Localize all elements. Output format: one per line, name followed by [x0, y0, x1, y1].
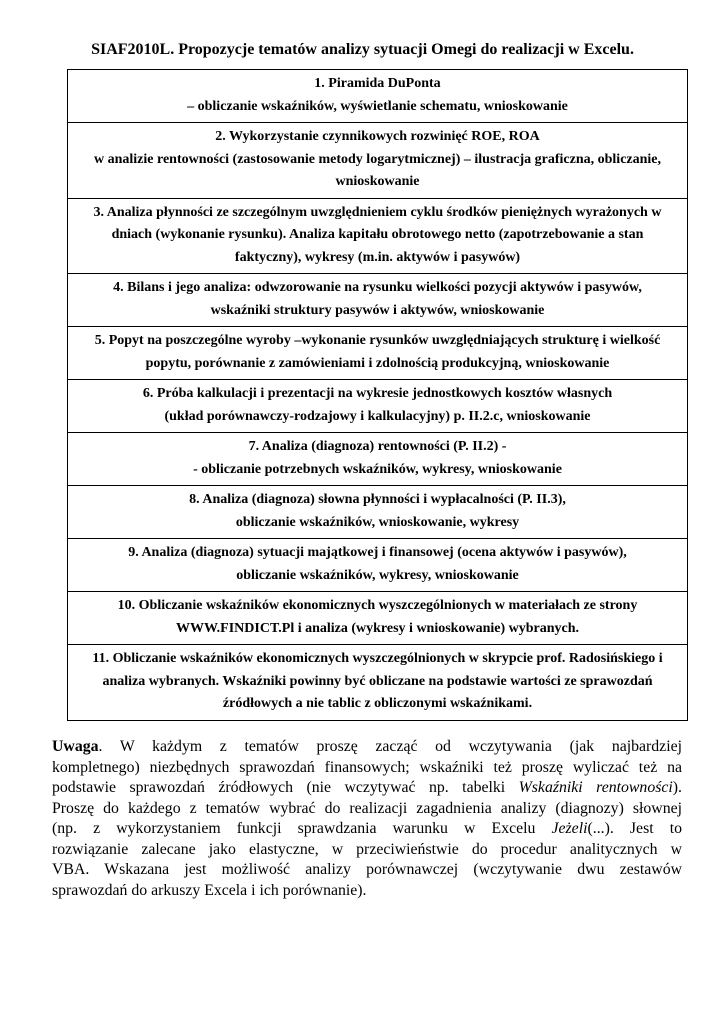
topic-line: w analizie rentowności (zastosowanie metody logarytmicznej) – ilustracja graficzna, obliczanie,	[93, 151, 662, 167]
note-line: rozwiązanie zalecane jako elastyczne, w przeciwieństwie do procedur analitycznych w	[52, 840, 682, 858]
topic-cell	[68, 380, 688, 433]
topic-line: WWW.FINDICT.Pl i analiza (wykresy i wnioskowanie) wybranych.	[175, 620, 580, 636]
topic-line: dniach (wykonanie rysunku). Analiza kapitału obrotowego netto (zapotrzebowanie a stan	[111, 227, 644, 242]
note-line: kompletnego) niezbędnych sprawozdań finansowych; wskaźniki też proszę wyliczać też na	[52, 758, 682, 776]
topic-row	[68, 274, 688, 327]
topic-cell	[68, 592, 688, 645]
topic-row	[68, 198, 688, 274]
topic-line: wskaźniki struktury pasywów i aktywów, wnioskowanie	[210, 302, 545, 318]
topic-line: obliczanie wskaźników, wykresy, wnioskowanie	[236, 567, 519, 583]
topic-line: 7. Analiza (diagnoza) rentowności (P. II.2) -	[248, 439, 507, 454]
topic-row	[68, 539, 688, 592]
topic-line: 9. Analiza (diagnoza) sytuacji majątkowej i finansowej (ocena aktywów i pasywów),	[128, 545, 627, 560]
topic-line: 8. Analiza (diagnoza) słowna płynności i wypłacalności (P. II.3),	[189, 492, 566, 507]
topic-line: faktyczny), wykresy (m.in. aktywów i pasywów)	[234, 249, 521, 265]
topic-cell	[68, 70, 688, 123]
topic-cell	[68, 274, 688, 327]
topic-row	[68, 327, 688, 380]
note-line: (np. z wykorzystaniem funkcji sprawdzania warunku w Excelu Jeżeli(...). Jest to	[52, 820, 682, 837]
note-label: Uwaga	[52, 738, 99, 755]
topic-row	[68, 433, 688, 486]
note-line: VBA. Wskazana jest możliwość analizy porównawczej (wczytywanie dwu zestawów	[52, 861, 682, 878]
topic-line: - obliczanie potrzebnych wskaźników, wykresy, wnioskowanie	[193, 461, 562, 477]
note-line: Uwaga. W każdym z tematów proszę zacząć od wczytywania (jak najbardziej	[52, 738, 682, 755]
topic-cell	[68, 123, 688, 199]
topic-cell	[68, 645, 688, 721]
topic-line: 11. Obliczanie wskaźników ekonomicznych wyszczególnionych w skrypcie prof. Radosińskiego i	[92, 651, 663, 666]
topics-table	[67, 69, 688, 721]
topic-line: analiza wybranych. Wskaźniki powinny być obliczane na podstawie wartości ze sprawozdań	[102, 673, 653, 689]
page-title: SIAF2010L. Propozycje tematów analizy sytuacji Omegi do realizacji w Excelu.	[91, 41, 634, 58]
topic-line: źródłowych a nie tablic z obliczonymi wskaźnikami.	[222, 696, 533, 711]
topic-row	[68, 380, 688, 433]
topic-cell	[68, 486, 688, 539]
topic-line: – obliczanie wskaźników, wyświetlanie schematu, wnioskowanie	[187, 98, 568, 114]
topic-line: 10. Obliczanie wskaźników ekonomicznych wyszczególnionych w materiałach ze strony	[117, 598, 638, 613]
topic-row	[68, 592, 688, 645]
topic-cell	[68, 539, 688, 592]
topic-line: wnioskowanie	[335, 174, 420, 189]
topic-line: obliczanie wskaźników, wnioskowanie, wykresy	[235, 514, 520, 530]
note-line: Proszę do każdego z tematów wybrać do realizacji zagadnienia analizy (diagnozy) słownej	[52, 799, 682, 817]
topic-row	[68, 123, 688, 199]
topic-cell	[68, 327, 688, 380]
topic-line: popytu, porównanie z zamówieniami i zdolnością produkcyjną, wnioskowanie	[145, 355, 610, 371]
topic-line: 1. Piramida DuPonta	[314, 76, 441, 91]
topic-line: 4. Bilans i jego analiza: odwzorowanie na rysunku wielkości pozycji aktywów i pasywów,	[113, 280, 642, 295]
topic-line: 2. Wykorzystanie czynnikowych rozwinięć ROE, ROA	[215, 129, 540, 144]
topic-line: (układ porównawczy-rodzajowy i kalkulacyjny) p. II.2.c, wnioskowanie	[164, 408, 591, 424]
topic-row	[68, 70, 688, 123]
note-line: podstawie sprawozdań źródłowych (nie wczytywać np. tabelki Wskaźniki rentowności).	[52, 779, 682, 796]
topic-line: 3. Analiza płynności ze szczególnym uwzględnieniem cyklu środków pieniężnych wyrażonych w	[93, 204, 662, 220]
topic-row	[68, 486, 688, 539]
topic-cell	[68, 433, 688, 486]
topic-row	[68, 645, 688, 721]
topic-line: 6. Próba kalkulacji i prezentacji na wykresie jednostkowych kosztów własnych	[142, 386, 613, 401]
note-line: sprawozdań do arkuszy Excela i ich porównanie).	[52, 881, 367, 899]
topic-line: 5. Popyt na poszczególne wyroby –wykonanie rysunków uwzględniających strukturę i wielkość	[94, 333, 661, 348]
note-paragraph	[52, 737, 682, 901]
topic-cell	[68, 198, 688, 274]
